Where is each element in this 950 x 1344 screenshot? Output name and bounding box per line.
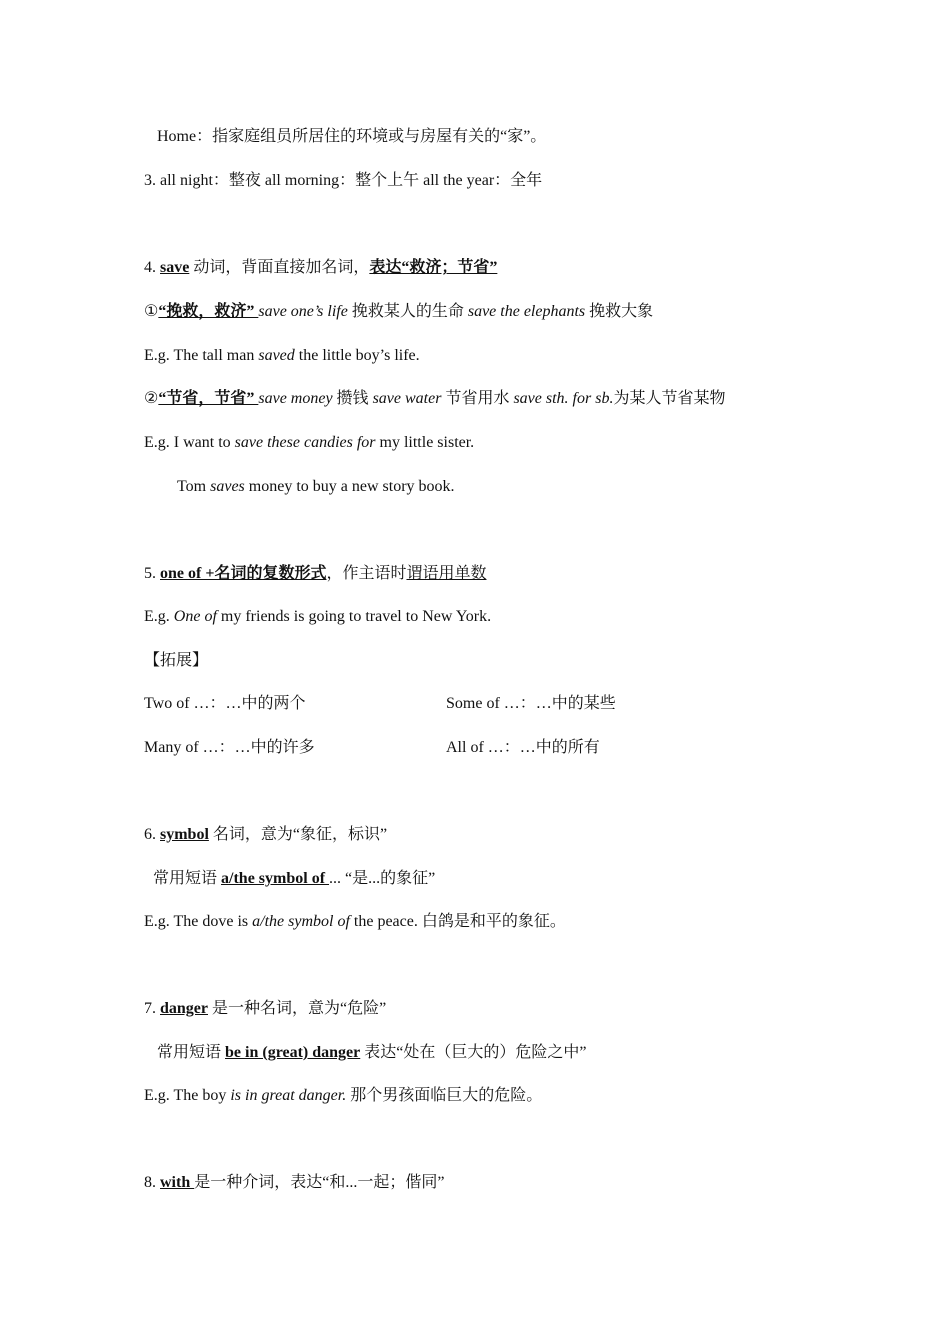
sense-1-heading: “挽救，救济” <box>158 303 259 320</box>
item-7-heading <box>144 999 386 1019</box>
item-4-heading <box>144 258 497 278</box>
item-number: 4. <box>144 259 160 276</box>
item-4-sense-1 <box>144 302 653 322</box>
translation: 节省用水 <box>441 390 514 407</box>
phrase-symbol-of: a/the symbol of <box>221 870 330 887</box>
example-highlight: saved <box>258 347 295 364</box>
phrase-save-money: save money <box>258 390 333 407</box>
phrase-save-water: save water <box>372 390 442 407</box>
item-6-description: 名词，意为“象征，标识” <box>208 826 388 843</box>
keyword-with: with <box>160 1174 195 1191</box>
circled-number-1: ① <box>144 303 159 320</box>
item-number: 7. <box>144 1000 160 1017</box>
item-4-sense-2 <box>144 389 725 409</box>
example-text: E.g. The tall man <box>144 347 259 364</box>
example-highlight: is in great danger. <box>230 1087 347 1104</box>
example-sentence <box>144 607 491 627</box>
item-8-heading <box>144 1173 444 1193</box>
phrase-save-sth-for-sb: save sth. for sb. <box>513 390 614 407</box>
example-sentence <box>144 912 566 932</box>
translation: 挽救某人的生命 <box>347 303 468 320</box>
example-highlight: a/the symbol of <box>252 913 350 930</box>
translation: 为某人节省某物 <box>613 390 726 407</box>
translation: 挽救大象 <box>585 303 654 320</box>
example-text: E.g. The dove is <box>144 913 253 930</box>
item-number: 6. <box>144 826 160 843</box>
item-6-heading <box>144 825 387 845</box>
phrase-one-of: one of +名词的复数形式 <box>160 565 327 582</box>
example-sentence <box>144 346 420 366</box>
phrase-label: 常用短语 <box>157 1044 226 1061</box>
extension-label: 【拓展】 <box>144 652 209 669</box>
example-text: money to buy a new story book. <box>244 478 455 495</box>
example-text: E.g. I want to <box>144 434 235 451</box>
common-phrase <box>153 869 435 889</box>
grammar-rule: 谓语用单数 <box>406 565 487 582</box>
example-text: the peace. 白鸽是和平的象征。 <box>349 913 566 930</box>
item-8-description: 是一种介词，表达“和...一起；偕同” <box>194 1174 445 1191</box>
keyword-symbol: symbol <box>160 826 209 843</box>
item-5-description: ，作主语时 <box>326 565 407 582</box>
extension-item: Two of …：…中的两个 <box>144 695 306 712</box>
item-4-meaning: 表达“救济；节省” <box>369 259 498 276</box>
example-text: Tom <box>177 478 211 495</box>
example-highlight: saves <box>210 478 245 495</box>
phrase-meaning: 表达“处在（巨大的）危险之中” <box>360 1044 587 1061</box>
example-text: E.g. <box>144 608 174 625</box>
item-7-description: 是一种名词，意为“危险” <box>208 1000 387 1017</box>
example-highlight: save these candies for <box>234 434 376 451</box>
extension-item: Many of …：…中的许多 <box>144 739 315 756</box>
example-text: my friends is going to travel to New York. <box>216 608 492 625</box>
example-text: the little boy’s life. <box>294 347 420 364</box>
common-phrase <box>157 1043 586 1063</box>
circled-number-2: ② <box>144 390 159 407</box>
phrase-meaning: ... “是...的象征” <box>329 870 436 887</box>
item-number: 8. <box>144 1174 160 1191</box>
phrase-be-in-danger: be in (great) danger <box>225 1044 361 1061</box>
extension-item: Some of …：…中的某些 <box>446 695 616 712</box>
example-sentence <box>177 477 455 497</box>
example-text: E.g. The boy <box>144 1087 231 1104</box>
sense-2-heading: “节省，节省” <box>158 390 259 407</box>
keyword-danger: danger <box>160 1000 208 1017</box>
example-text: 那个男孩面临巨大的危险。 <box>346 1087 543 1104</box>
extension-item: All of …：…中的所有 <box>446 739 600 756</box>
phrase-save-the-elephants: save the elephants <box>467 303 586 320</box>
home-definition: Home：指家庭组员所居住的环境或与房屋有关的“家”。 <box>157 128 547 145</box>
example-highlight: One of <box>173 608 217 625</box>
phrase-label: 常用短语 <box>153 870 222 887</box>
item-5-heading <box>144 564 486 584</box>
phrase-save-ones-life: save one’s life <box>258 303 348 320</box>
item-4-description: 动词，背面直接加名词， <box>189 259 370 276</box>
translation: 攒钱 <box>332 390 373 407</box>
example-sentence <box>144 1086 542 1106</box>
example-sentence <box>144 433 474 453</box>
example-text: my little sister. <box>375 434 475 451</box>
keyword-save: save <box>160 259 190 276</box>
item-number: 5. <box>144 565 160 582</box>
item-3-all-phrases: 3. all night：整夜 all morning：整个上午 all the year：全年 <box>144 172 543 189</box>
